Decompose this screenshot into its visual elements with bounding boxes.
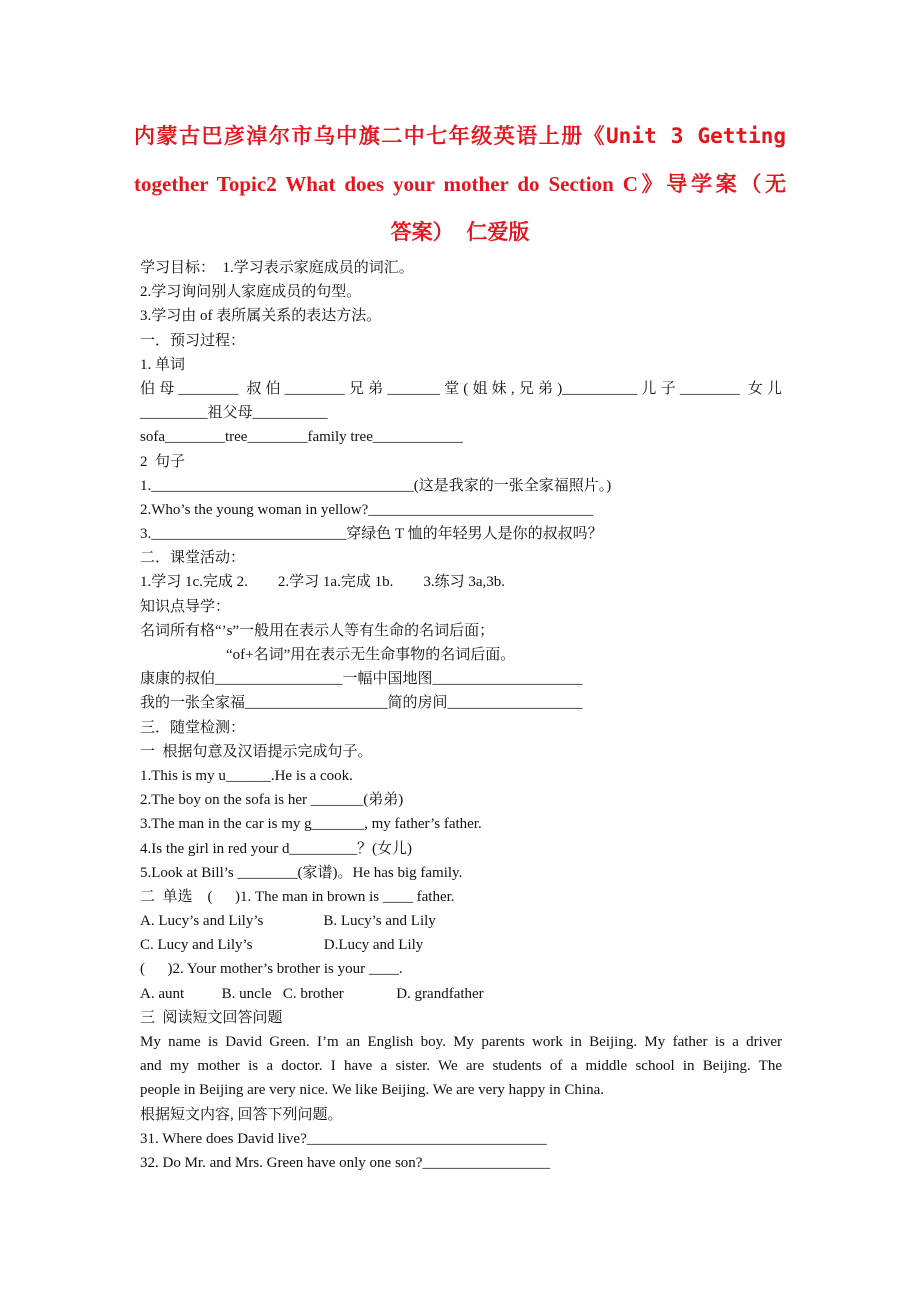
fill-item-5: 5.Look at Bill’s ________(家谱)。He has big family. [140, 864, 463, 881]
choice-options-ab: A. Lucy’s and Lily’s B. Lucy’s and Lily [140, 913, 436, 930]
fill-item-3: 3.The man in the car is my g_______, my father’s father. [140, 816, 482, 833]
document-title [134, 112, 786, 256]
vocab-line-2: _________祖父母__________ [140, 405, 328, 422]
passage-line-1: My name is David Green. I’m an English boy. My parents work in Beijing. My father is a driver [140, 1034, 782, 1050]
reading-question-32: 32. Do Mr. and Mrs. Green have only one son?_________________ [140, 1154, 550, 1171]
subheading-sentences: 2 句子 [140, 453, 186, 470]
choice-options-cd: C. Lucy and Lily’s D.Lucy and Lily [140, 937, 424, 954]
choice-question-1: 二 单选 ( )1. The man in brown is ____ father. [140, 888, 455, 905]
title-line-1: 内蒙古巴彦淖尔市乌中旗二中七年级英语上册《Unit 3 Getting [134, 124, 786, 148]
section-heading-test: 三．随堂检测： [140, 719, 246, 736]
fill-item-4: 4.Is the girl in red your d_________？(女儿) [140, 840, 413, 857]
document-body [140, 256, 782, 1175]
sentence-3: 3.__________________________穿绿色 T 恤的年轻男人是你的叔叔吗？ [140, 526, 603, 543]
learning-goal-2: 2.学习询问别人家庭成员的句型。 [140, 284, 362, 301]
fill-item-2: 2.The boy on the sofa is her _______(弟弟) [140, 792, 404, 809]
vocab-line-1: 伯母________ 叔伯________兄弟_______堂(姐妹,兄弟)__________儿子________ 女儿 [140, 380, 782, 397]
title-line-3: 答案） 仁爱版 [390, 220, 530, 244]
learning-goal-1: 学习目标： 1.学习表示家庭成员的词汇。 [140, 260, 414, 276]
vocab-line-3: sofa________tree________family tree____________ [140, 429, 463, 446]
grammar-note-1: 名词所有格“’s”一般用在表示人等有生命的名词后面； [140, 622, 495, 639]
fill-item-1: 1.This is my u______.He is a cook. [140, 767, 353, 784]
reading-heading: 三 阅读短文回答问题 [140, 1009, 283, 1026]
translate-line-2: 我的一张全家福___________________简的房间__________________ [140, 695, 583, 712]
section-heading-class: 二．课堂活动： [140, 550, 246, 567]
test-instruction: 一 根据句意及汉语提示完成句子。 [140, 743, 373, 760]
choice-options-2: A. aunt B. uncle C. brother D. grandfather [140, 985, 484, 1002]
passage-line-2: and my mother is a doctor. I have a sister. We are students of a middle school in Beijing. The [140, 1058, 782, 1075]
sentence-2: 2.Who’s the young woman in yellow?______________________________ [140, 501, 594, 518]
reading-question-31: 31. Where does David live?________________________________ [140, 1130, 547, 1147]
translate-line-1: 康康的叔伯_________________一幅中国地图____________________ [140, 671, 583, 688]
subheading-words: 1. 单词 [140, 356, 186, 373]
choice-question-2: ( )2. Your mother’s brother is your ____. [140, 961, 403, 978]
reading-instruction: 根据短文内容, 回答下列问题。 [140, 1106, 343, 1123]
class-activities: 1.学习 1c.完成 2. 2.学习 1a.完成 1b. 3.练习 3a,3b. [140, 574, 505, 591]
title-line-2: together Topic2 What does your mother do Section C》导学案（无 [134, 172, 786, 196]
section-heading-preview: 一．预习过程： [140, 332, 246, 349]
grammar-note-2: “of+名词”用在表示无生命事物的名词后面。 [226, 647, 516, 663]
sentence-1: 1.___________________________________(这是我家的一张全家福照片。) [140, 477, 612, 494]
passage-line-3: people in Beijing are very nice. We like Beijing. We are very happy in China. [140, 1082, 604, 1099]
subheading-grammar: 知识点导学： [140, 598, 231, 615]
learning-goal-3: 3.学习由 of 表所属关系的表达方法。 [140, 308, 382, 325]
